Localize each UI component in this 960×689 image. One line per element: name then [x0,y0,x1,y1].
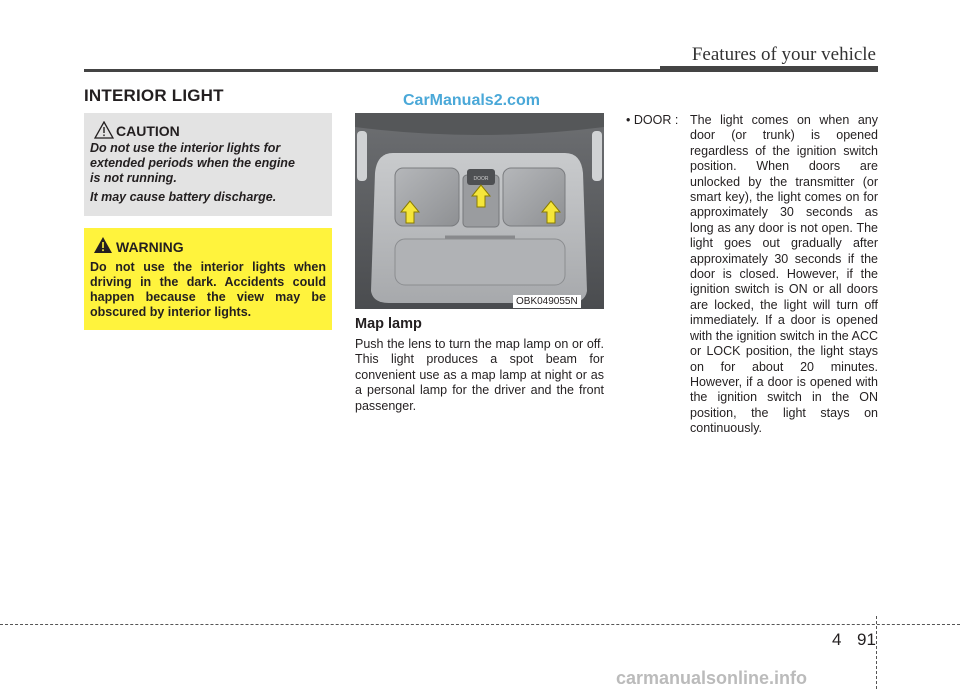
caution-line: Do not use the interior lights for [90,141,281,155]
door-text: The light comes on when any door (or trunk) is opened regardless of the ignition switch position. When doors are unlocked by the transmitter (or smart key), the light comes on for approximately 30 seconds as long as any door is not open. The light goes out gradually after approximately 30 seconds if the door is closed. However, if the ignition switch is ON or all doors are locked, the light will turn off immediately. If a door is opened with the ignition switch in the ACC or LOCK position, the light stays on for about 20 minutes. However, if a door is opened with the ignition switch in the ON position, the light stays on continuously. [690,113,878,436]
section-title: INTERIOR LIGHT [84,86,224,105]
caution-line: It may cause battery discharge. [90,190,277,204]
caution-line: extended periods when the engine [90,156,295,170]
warning-triangle-icon [93,236,113,254]
map-lamp-photo [355,113,604,309]
watermark: CarManuals2.com [403,92,540,109]
image-code: OBK049055N [513,295,581,308]
caution-box [84,113,332,216]
page-number: 91 [857,630,876,649]
page-divider [876,616,877,689]
caution-text [90,141,326,205]
chapter-title: Features of your vehicle [691,44,876,65]
caution-triangle-icon [94,121,114,139]
caution-line: is not running. [90,171,177,185]
chapter-number: 4 [832,630,842,649]
map-lamp-title: Map lamp [355,316,422,332]
door-button-label: DOOR [473,176,489,182]
map-lamp-text: Push the lens to turn the map lamp on or off. This light produces a spot beam for convenient use as a map lamp at night or as a personal lamp for the driver and the front passenger. [355,337,604,413]
header-rule-accent [660,66,878,72]
map-lamp-illustration [355,113,604,309]
door-label: • DOOR : [626,113,679,127]
site-watermark: carmanualsonline.info [616,668,808,688]
warning-box [84,228,332,330]
caution-title: CAUTION [116,123,180,139]
footer-rule [0,624,960,625]
warning-text: Do not use the interior lights when driving in the dark. Accidents could happen because the view may be obscured by interior lights. [90,260,326,319]
warning-title: WARNING [116,239,184,255]
